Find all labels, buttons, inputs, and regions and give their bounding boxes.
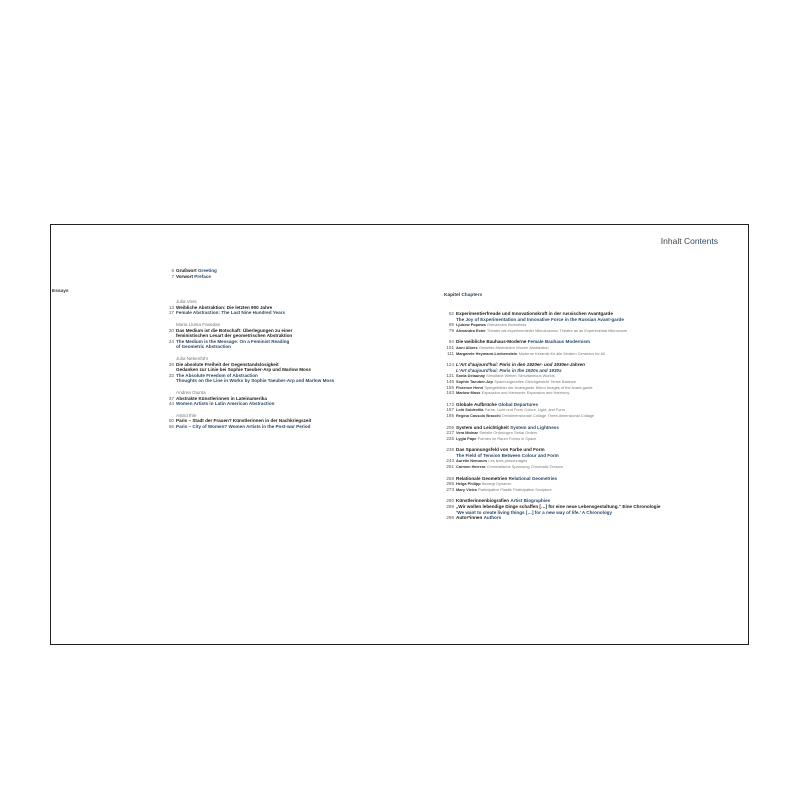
artist-name: Florence Henri (456, 384, 484, 390)
entry-title-en: of Geometric Abstraction (176, 344, 231, 350)
page-number: 17 (168, 310, 174, 316)
page-number: 289 (446, 504, 454, 510)
page-number: 33 (168, 372, 174, 378)
entry-title-en: Thoughts on the Line in Works by Sophie Taeuber-Arp and Marlow Moss (176, 378, 335, 384)
entry-title-de: Die absolute Freiheit der Gegenstandslosigkeit (176, 361, 279, 367)
page-number: 20 (168, 327, 174, 333)
sub-title-de: Spiegelbilder der Avantgarde (484, 384, 535, 390)
entry-title-en: Female Bauhaus Modernism (527, 339, 591, 345)
page-number: 243 (446, 458, 454, 464)
toc-entry[interactable] (164, 424, 394, 430)
entry-title-de: Autor*innen (456, 515, 483, 521)
page-number: 56 (168, 423, 174, 429)
chapters-label (444, 293, 482, 298)
artist-name: Ljubow Popowa (456, 322, 486, 328)
entry-title-en: The Medium is the Message: On a Feminist Reading (176, 338, 290, 344)
artist-name: Regina Cassolo Bracchi (456, 412, 501, 418)
page-number: 101 (446, 344, 454, 350)
sub-title-de: Spannungsvolles Gleichgewicht (494, 378, 550, 384)
sub-title-en: Participative Sculpture (513, 486, 552, 492)
page-number: 28 (168, 361, 174, 367)
toc-entry[interactable] (444, 515, 714, 521)
essays-label: Essays (52, 289, 69, 295)
entry-title-en: Relational Geometries (508, 475, 558, 481)
sub-title-en: Forms in Space (509, 435, 537, 441)
sub-title-en: Modern Ceramics for All (563, 350, 605, 356)
entry-title-de: Abstrakte Künstlerinnen in Lateinamerika (176, 395, 267, 401)
artist-name: Sophie Taeuber-Arp (456, 378, 493, 384)
sub-title-en: Tense Balance (550, 378, 576, 384)
sub-title-de: Expansion und Harmonie (481, 390, 526, 396)
left-page (52, 268, 394, 429)
page-number: 111 (447, 350, 454, 356)
essay-author: Julia Voss (176, 299, 197, 305)
title-en: Contents (683, 236, 718, 246)
entry-title-de: Gedanken zur Linie bei Sophie Taeuber-Arp und Marlow Moss (176, 367, 311, 373)
sub-title-de: Serielle Ordnungen (479, 430, 513, 436)
toc-entry[interactable] (164, 274, 394, 280)
sub-title-en: Colour, Light, and Form (524, 407, 565, 413)
page-number: 131 (446, 373, 454, 379)
sub-title-de: Bewegt (481, 481, 495, 487)
sub-title-de: Gewebte Abstraktion (478, 344, 515, 350)
page-number: 172 (446, 401, 454, 407)
page-number: 69 (448, 322, 454, 328)
artist-name: Helga Philipp (456, 481, 481, 487)
sub-title-en: Theatre as an Experimental Microcosm (559, 327, 628, 333)
entry-title-de: Globale Aufbrüche (456, 401, 497, 407)
entry-title-de: System und Leichtigkeit (456, 424, 509, 430)
page-number: 62 (448, 311, 454, 316)
artist-name: Alexandra Exter (456, 327, 486, 333)
entry-title-en: The Absolute Freedom of Abstraction (176, 372, 258, 378)
toc-entry[interactable] (164, 310, 394, 316)
toc-subentry[interactable] (444, 390, 714, 396)
artist-name: Lolò Soldevilla (456, 407, 484, 413)
toc-subentry[interactable] (444, 487, 714, 493)
sub-title-de: Dreidimensionale Collage (501, 412, 547, 418)
sub-title-de: Moderne Keramik für alle (518, 350, 563, 356)
page-number: 280 (446, 498, 454, 504)
entry-title-de: Künstlerinnenbiografien (456, 498, 510, 504)
entry-title-en: System and Lightness (510, 424, 559, 430)
artist-name: Marlow Moss (456, 390, 481, 396)
book-spread (50, 224, 749, 645)
essay-author: Julia Nebenführ (176, 355, 209, 361)
entry-title-de: Grußwort (176, 268, 197, 273)
page-number: 225 (446, 435, 454, 441)
entry-title-de: Das Spannungsfeld von Farbe und Form (456, 447, 545, 453)
entry-title-de: L'Art d'aujourd'hui: Paris in den 1920er- und 1930er-Jahren (456, 362, 585, 368)
page-number: 94 (448, 339, 454, 345)
toc-subentry[interactable] (444, 328, 714, 334)
page-number: 155 (446, 384, 454, 390)
page-number: 145 (446, 378, 454, 384)
sub-title-en: Mirror Images of the Avant-garde (535, 384, 593, 390)
sub-title-en: Simultaneous Worlds (517, 373, 555, 379)
page-number: 13 (168, 304, 174, 310)
artist-name: Lygia Pape (456, 435, 477, 441)
entry-title-en: The Joy of Experimentation and Innovative Force in the Russian Avant-garde (456, 316, 624, 322)
toc-subentry[interactable] (444, 464, 714, 470)
entry-title-en: Female Abstraction: The Last Nine Hundred Years (176, 310, 286, 316)
toc-entry[interactable] (164, 401, 394, 407)
sub-title-de: Les lices personnages (488, 458, 528, 464)
sub-title-de: Formen im Raum (477, 435, 508, 441)
toc-subentry[interactable] (444, 351, 714, 357)
page-number: 37 (168, 395, 174, 401)
entry-title-de: feministischen Lesart der geometrischen Abstraktion (176, 333, 293, 339)
artist-name: Mary Vieira (456, 486, 477, 492)
right-page (444, 311, 714, 521)
page-number: 265 (446, 481, 454, 487)
sub-title-de: Theater als experimenteller Mikrokosmos (486, 327, 559, 333)
sub-title-en: Serial Orders (514, 430, 538, 436)
sub-title-de: Grenzenlos (486, 322, 507, 328)
page-number: 206 (446, 424, 454, 430)
page-number: 124 (446, 362, 454, 368)
sub-title-en: Chromatic Tension (530, 464, 563, 470)
page-number: 187 (446, 407, 454, 413)
toc-entry-cont (164, 378, 394, 384)
entry-title-en: Women Artists in Latin American Abstraction (176, 401, 275, 407)
page-number: 24 (168, 338, 174, 344)
page-number: 195 (446, 412, 454, 418)
toc-entry-cont (164, 344, 394, 350)
page-number: 296 (446, 515, 454, 521)
artist-name: Vera Molnar (456, 430, 479, 436)
page-number: 251 (446, 464, 454, 470)
page-number: 7 (171, 273, 174, 279)
entry-title-de: Paris – Stadt der Frauen? Künstlerinnen in der Nachkriegszeit (176, 418, 312, 424)
entry-title-de: Weibliche Abstraktion: Die letzten 900 Jahre (176, 304, 273, 310)
page-title (661, 236, 718, 246)
sub-title-de: Farbe, Licht und Form (484, 407, 524, 413)
chapters-label-de: Kapitel (444, 293, 460, 298)
essay-author: Maria Lluïsa Faxedas (176, 321, 220, 327)
page-number: 6 (171, 268, 174, 273)
toc-subentry[interactable] (444, 436, 714, 442)
sub-title-de: Simultane Welten (486, 373, 517, 379)
toc-subentry[interactable] (444, 413, 714, 419)
sub-title-en: Expansion and Harmony (526, 390, 570, 396)
sub-title-en: Woven Abstraction (516, 344, 549, 350)
artist-name: Sonia Delaunay (456, 373, 485, 379)
artist-name: Anni Albers (456, 344, 478, 350)
sub-title-en: Dynamic (496, 481, 512, 487)
entry-title-en: Greeting (197, 268, 217, 273)
entry-title-en: Authors (483, 515, 502, 521)
page-number: 163 (446, 390, 454, 396)
entry-title-en: The Field of Tension Between Colour and Form (456, 452, 559, 458)
entry-title-de: Die weibliche Bauhaus-Moderne (456, 339, 527, 345)
essay-author: Andrea Giunta (176, 389, 206, 395)
entry-title-en: Preface (194, 273, 211, 279)
title-de: Inhalt (660, 236, 682, 246)
entry-title-en: L'Art d'aujourd'hui: Paris in the 1920s and 1930s (456, 367, 562, 373)
entry-title-de: Relationale Geometrien (456, 475, 508, 481)
page-number: 236 (446, 447, 454, 453)
entry-title-de: Experimentierfreude und Innovationskraft in der russischen Avantgarde (456, 311, 613, 316)
entry-title-de: Vorwort (176, 273, 194, 279)
entry-title-en: Artist Biographies (510, 498, 551, 504)
entry-title-en: Global Departures (498, 401, 539, 407)
entry-title-en: Paris – City of Women? Women Artists in the Post-war Period (176, 423, 311, 429)
page-number: 50 (168, 418, 174, 424)
sub-title-en: Boundless (508, 322, 527, 328)
artist-name: Aurélie Nemours (456, 458, 488, 464)
sub-title-de: Chromatische Spannung (486, 464, 530, 470)
essay-author: Astrid Ihle (176, 412, 197, 418)
entry-title-de: Das Medium ist die Botschaft: Überlegungen zu einer (176, 327, 293, 333)
chapters-label-en: Chapters (461, 293, 483, 298)
page-number: 44 (168, 401, 174, 407)
page-number: 273 (446, 486, 454, 492)
entry-title-de: „Wir wollen lebendige Dinge schaffen […] für eine neue Lebensgestaltung.“ Eine Chronologie (456, 504, 661, 510)
artist-name: Carmen Herrera (456, 464, 486, 470)
page-number: 217 (446, 430, 454, 436)
artist-name: Margarete Heymann-Loebenstein (456, 350, 518, 356)
page-number: 79 (448, 327, 454, 333)
sub-title-de: Partizipative Plastik (477, 486, 512, 492)
page-number: 258 (446, 475, 454, 481)
entry-title-en: ‘We want to create living things […] for a new way of life.’ A Chronology (456, 509, 613, 515)
sub-title-en: Three-dimensional Collage (547, 412, 594, 418)
